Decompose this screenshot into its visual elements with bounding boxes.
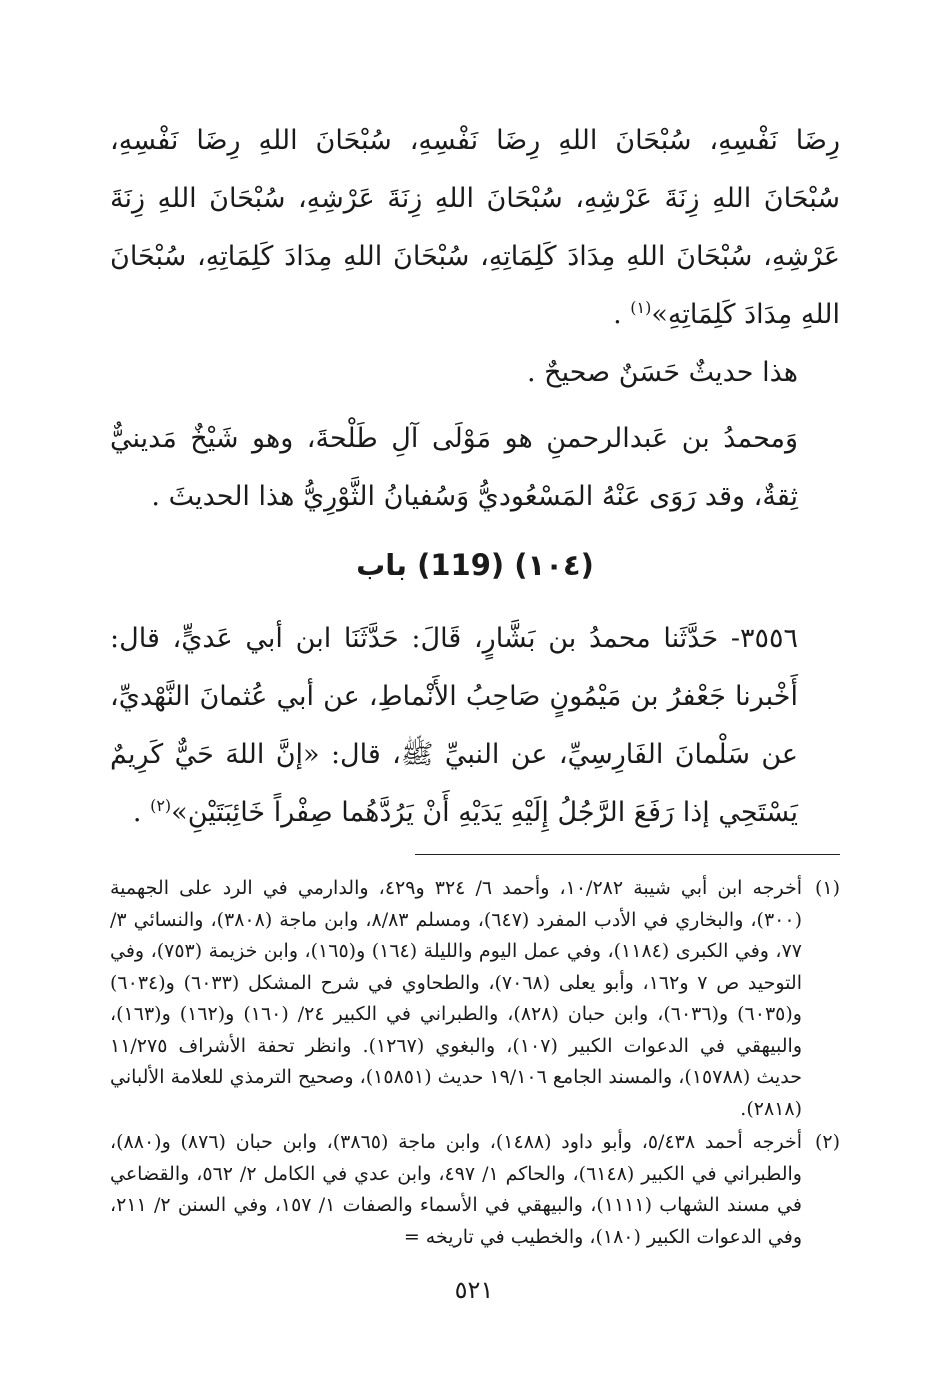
footnote-ref-1: (١) <box>630 298 652 317</box>
narrator-note: وَمحمدُ بن عَبدالرحمنِ هو مَوْلَى آلِ طَلْحةَ، وهو شَيْخٌ مَدينيٌّ ثِقةٌ، وقد رَوَى عَنْهُ المَسْعُوديُّ وَسُفيانُ الثَّوْرِيُّ هذا الحديثَ . <box>110 423 798 512</box>
footnote-text: أخرجه ابن أبي شيبة ١٠/٢٨٢، وأحمد ٦/ ٣٢٤ و٤٢٩، والدارمي في الرد على الجهمية (٣٠٠)، والبخاري في الأدب المفرد (٦٤٧)، ومسلم ٨/٨٣، وابن ماجة (٣٨٠٨)، والنسائي ٣/ ٧٧، وفي الكبرى (١١٨٤)، وفي عمل اليوم والليلة (١٦٤) و(١٦٥)، وابن خزيمة (٧٥٣)، وفي التوحيد ص ٧ و١٦٢، وأبو يعلى (٧٠٦٨)، والطحاوي في شرح المشكل (٦٠٣٣) و(٦٠٣٤) و(٦٠٣٥) و(٦٠٣٦)، وابن حبان (٨٢٨)، والطبراني في الكبير ٢٤/ (١٦٠) و(١٦٢) و(١٦٣)، والبيهقي في الدعوات الكبير (١٠٧)، والبغوي (١٢٦٧). وانظر تحفة الأشراف ١١/٢٧٥ حديث (١٥٧٨٨)، والمسند الجامع ١٩/١٠٦ حديث (١٥٨٥١)، وصحيح الترمذي للعلامة الألباني (٢٨١٨). <box>110 877 803 1120</box>
footnote-text: أخرجه أحمد ٥/٤٣٨، وأبو داود (١٤٨٨)، وابن ماجة (٣٨٦٥)، وابن حبان (٨٧٦) و(٨٨٠)، والطبراني في الكبير (٦١٤٨)، والحاكم ١/ ٤٩٧، وابن عدي في الكامل ٢/ ٥٦٢، والقضاعي في مسند الشهاب (١١١١)، والبيهقي في الأسماء والصفات ١/ ١٥٧، وفي السنن ٢/ ٢١١، وفي الدعوات الكبير (١٨٠)، والخطيب في تاريخه = <box>110 1131 802 1248</box>
footnotes <box>110 873 840 1253</box>
hadith-end: . <box>132 797 151 828</box>
footnote-number: (١) <box>814 877 840 899</box>
footnote-ref-2: (٢) <box>150 796 172 815</box>
hadith-text: ٣٥٥٦- حَدَّثَنا محمدُ بن بَشَّارٍ، قَالَ: حَدَّثَنَا ابن أبي عَديٍّ، قال: أَخْبرنا جَعْفرُ بن مَيْمُونٍ صَاحِبُ الأَنْماطِ، عن أبي عُثمانَ النَّهْديِّ، عن سَلْمانَ الفَارِسِيِّ، عن النبيِّ ﷺ، قال: «إنَّ اللهَ حَيٌّ كَرِيمٌ يَسْتَحِي إذا رَفَعَ الرَّجُلُ إِلَيْهِ يَدَيْهِ أَنْ يَرُدَّهُما صِفْراً خَائِبَتَيْنِ» <box>110 623 798 828</box>
page-number: ٥٢١ <box>454 1276 494 1304</box>
hadith-paragraph <box>110 610 840 842</box>
top-paragraph-text: رِضَا نَفْسِهِ، سُبْحَانَ اللهِ رِضَا نَفْسِهِ، سُبْحَانَ اللهِ رِضَا نَفْسِهِ، سُبْحَانَ اللهِ زِنَةَ عَرْشِهِ، سُبْحَانَ اللهِ زِنَةَ عَرْشِهِ، سُبْحَانَ اللهِ زِنَةَ عَرْشِهِ، سُبْحَانَ اللهِ مِدَادَ كَلِمَاتِهِ، سُبْحَانَ اللهِ مِدَادَ كَلِمَاتِهِ، سُبْحَانَ اللهِ مِدَادَ كَلِمَاتِهِ» <box>110 125 840 330</box>
chapter-heading: (١٠٤) (119) باب <box>356 548 594 582</box>
book-page <box>110 112 840 1362</box>
top-paragraph-end: . <box>613 299 631 330</box>
footnote-number: (٢) <box>814 1131 840 1153</box>
footnote-1 <box>110 873 840 1125</box>
top-paragraph <box>110 112 840 344</box>
hadith-grade: هذا حديثٌ حَسَنٌ صحيحٌ . <box>527 357 798 388</box>
footnote-divider <box>415 854 840 855</box>
footnote-2 <box>110 1127 840 1253</box>
